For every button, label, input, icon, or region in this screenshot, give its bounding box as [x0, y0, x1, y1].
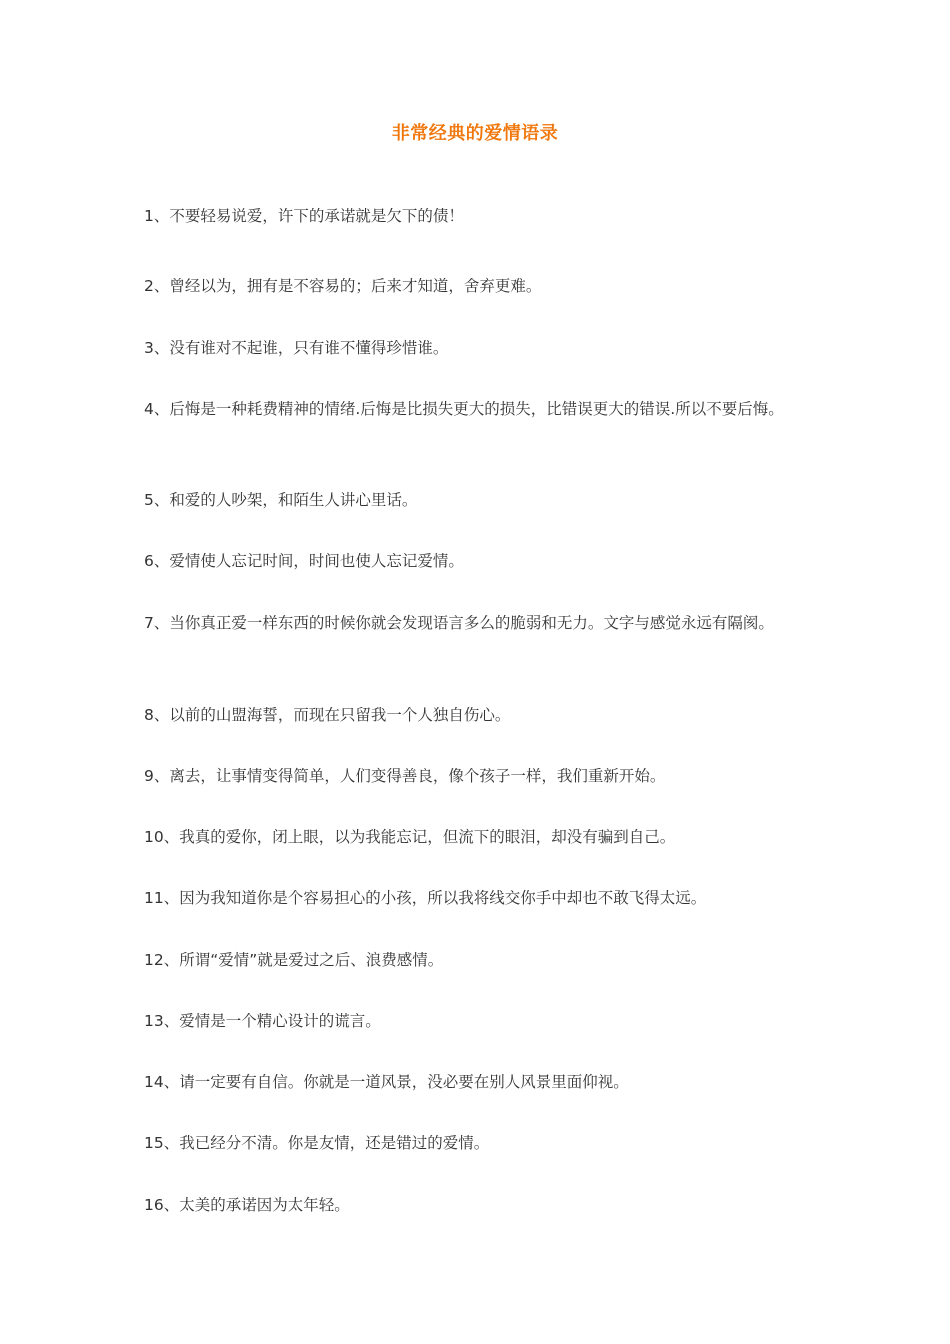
quote-item: 5、和爱的人吵架，和陌生人讲心里话。 [144, 491, 418, 509]
quote-item: 10、我真的爱你，闭上眼，以为我能忘记，但流下的眼泪，却没有骗到自己。 [144, 828, 676, 846]
quote-item: 12、所谓“爱情”就是爱过之后、浪费感情。 [144, 951, 444, 969]
quote-item: 6、爱情使人忘记时间，时间也使人忘记爱情。 [144, 552, 464, 570]
quote-item: 14、请一定要有自信。你就是一道风景，没必要在别人风景里面仰视。 [144, 1073, 629, 1091]
quote-item: 16、太美的承诺因为太年轻。 [144, 1196, 350, 1214]
quote-item: 4、后悔是一种耗费精神的情绪.后悔是比损失更大的损失，比错误更大的错误.所以不要后悔。 [144, 400, 784, 418]
quote-item: 2、曾经以为，拥有是不容易的；后来才知道，舍弃更难。 [144, 277, 542, 295]
quote-item: 15、我已经分不清。你是友情，还是错过的爱情。 [144, 1134, 490, 1152]
quote-item: 11、因为我知道你是个容易担心的小孩，所以我将线交你手中却也不敢飞得太远。 [144, 889, 707, 907]
quote-item: 8、以前的山盟海誓，而现在只留我一个人独自伤心。 [144, 706, 511, 724]
document-title: 非常经典的爱情语录 [391, 123, 559, 144]
quote-item: 13、爱情是一个精心设计的谎言。 [144, 1012, 381, 1030]
quote-item: 9、离去，让事情变得简单，人们变得善良，像个孩子一样，我们重新开始。 [144, 767, 666, 785]
quote-item: 3、没有谁对不起谁，只有谁不懂得珍惜谁。 [144, 339, 449, 357]
quote-item: 1、不要轻易说爱，许下的承诺就是欠下的债！ [144, 207, 464, 225]
quote-item: 7、当你真正爱一样东西的时候你就会发现语言多么的脆弱和无力。文字与感觉永远有隔阂。 [144, 614, 774, 632]
